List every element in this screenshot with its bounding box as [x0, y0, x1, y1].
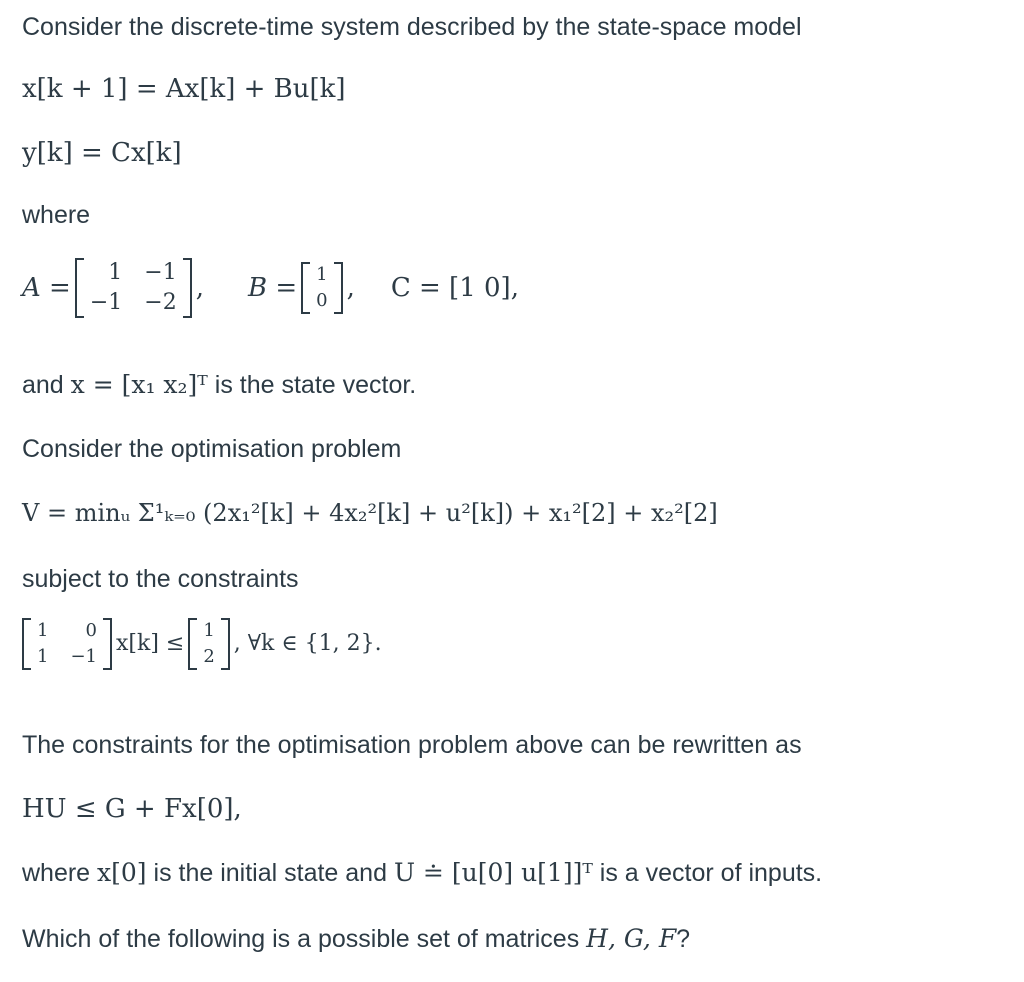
where-line-math1: x[0]: [97, 858, 147, 887]
state-vector-math: x = [x₁ x₂]ᵀ: [70, 370, 208, 399]
cost-function: V = minᵤ Σ¹ₖ₌₀ (2x₁²[k] + 4x₂²[k] + u²[k]) + x₁²[2] + x₂²[2]: [22, 499, 718, 527]
intro-text: Consider the discrete-time system described by the state-space model: [22, 13, 802, 41]
matrix-a: [75, 258, 192, 318]
rewritten-text: The constraints for the optimisation problem above can be rewritten as: [22, 731, 802, 759]
constraint-row: [22, 618, 382, 670]
state-vector-line: [22, 368, 416, 402]
question: [22, 922, 690, 956]
constraint-matrix: [22, 618, 112, 670]
constraint-matrix-cell: 0: [85, 620, 97, 641]
matrix-a-cell: 1: [108, 260, 123, 285]
constraint-rhs-cell: 1: [203, 620, 215, 641]
matrix-a-cell: −1: [89, 290, 123, 315]
question-end: ?: [676, 925, 691, 953]
rewritten-equation: HU ≤ G + Fx[0],: [22, 794, 242, 824]
matrix-b: [301, 262, 342, 314]
output-equation: y[k] = Cx[k]: [22, 138, 182, 168]
where-line-part1: where: [22, 859, 91, 887]
constraint-rhs-cell: 2: [203, 646, 215, 667]
matrix-b-cell: 0: [316, 290, 328, 311]
constraint-matrix-cell: −1: [70, 646, 97, 667]
constraint-suffix: , ∀k ∈ {1, 2}.: [233, 631, 382, 656]
matrix-b-cell: 1: [316, 264, 328, 285]
matrix-a-cell: −1: [144, 260, 177, 285]
constraint-matrix-cell: 1: [37, 620, 49, 641]
matrices-row: A = 1 −1 −1 −2 , B = 1 0 , C = [1 0],: [22, 258, 519, 318]
where-line-part2: is the initial state and: [153, 859, 387, 887]
state-vector-suffix: is the state vector.: [214, 371, 417, 399]
question-math: H, G, F: [586, 924, 677, 953]
matrix-a-cell: −2: [144, 290, 177, 315]
constraint-matrix-cell: 1: [37, 646, 49, 667]
constraint-rhs: [188, 618, 229, 670]
where-label: where: [22, 201, 91, 229]
where-line-part3: is a vector of inputs.: [599, 859, 823, 887]
constraints-label: subject to the constraints: [22, 565, 299, 593]
where-line: [22, 856, 822, 890]
matrix-b-label: B =: [247, 273, 298, 303]
matrix-a-label: A =: [22, 273, 71, 303]
state-equation: x[k + 1] = Ax[k] + Bu[k]: [22, 74, 346, 104]
where-line-math2: U ≐ [u[0] u[1]]ᵀ: [393, 858, 593, 887]
matrix-c: C = [1 0],: [390, 273, 519, 303]
optimisation-intro: Consider the optimisation problem: [22, 435, 402, 463]
constraint-middle: x[k] ≤: [116, 631, 185, 656]
question-text: Which of the following is a possible set of matrices: [22, 925, 580, 953]
state-vector-prefix: and: [22, 371, 64, 399]
